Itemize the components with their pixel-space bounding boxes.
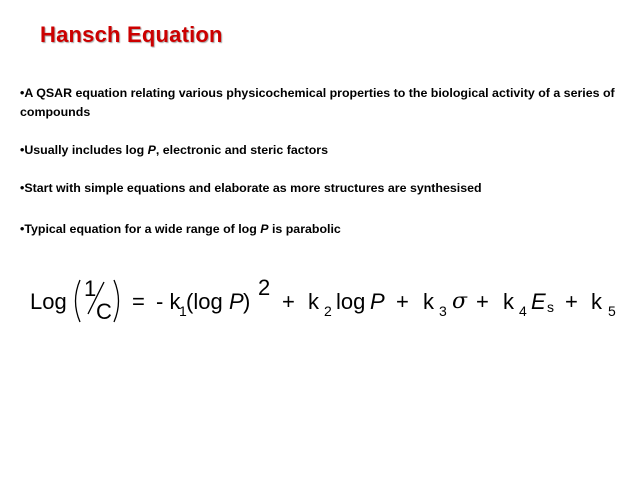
eq-sigma: σ <box>452 289 468 314</box>
eq-log-open: (log <box>186 289 223 314</box>
eq-k2: k <box>308 289 319 314</box>
eq-k3: k <box>423 289 434 314</box>
eq-neg-k1: - k <box>156 289 181 314</box>
slide-title: Hansch Equation <box>40 22 223 47</box>
bullet-text-suffix: is parabolic <box>268 222 341 236</box>
eq-plus: + <box>565 289 578 314</box>
eq-k5-sub: 5 <box>608 303 616 319</box>
bullet-text: •A QSAR equation relating various physicochemical properties to the biological activity of a series of compounds <box>20 86 615 119</box>
eq-k5: k <box>591 289 602 314</box>
eq-right-paren <box>111 278 125 324</box>
eq-equals: = <box>132 289 145 314</box>
bullet-text: •Start with simple equations and elaborate as more structures are synthesised <box>20 181 482 195</box>
bullet-parabolic <box>20 220 632 239</box>
eq-left-paren <box>69 278 83 324</box>
bullet-text: •Typical equation for a wide range of log <box>20 222 261 236</box>
eq-e-italic: E <box>531 289 546 314</box>
eq-exponent: 2 <box>258 275 271 300</box>
eq-plus: + <box>476 289 489 314</box>
eq-k4-sub: 4 <box>519 303 527 319</box>
eq-p-italic: P <box>229 289 244 314</box>
bullet-log-p-factors <box>20 141 632 160</box>
eq-log: Log <box>30 289 67 314</box>
bullet-simple-equations <box>20 179 632 198</box>
eq-k1-sub: 1 <box>179 303 187 319</box>
eq-k2-sub: 2 <box>324 303 332 319</box>
eq-numerator: 1 <box>84 276 97 301</box>
bullet-italic-p: P <box>260 222 269 236</box>
hansch-equation <box>22 272 632 332</box>
bullet-text: •Usually includes log <box>20 143 148 157</box>
eq-p-italic: P <box>370 289 385 314</box>
eq-log-word: log <box>336 289 366 314</box>
eq-denominator: C <box>96 299 112 324</box>
eq-plus: + <box>396 289 409 314</box>
eq-k3-sub: 3 <box>439 303 447 319</box>
eq-close-paren: ) <box>243 289 251 314</box>
eq-s-sub: s <box>547 299 554 315</box>
bullet-text-suffix: , electronic and steric factors <box>155 143 329 157</box>
bullet-qsar-definition <box>20 84 632 122</box>
bullet-italic-p: P <box>147 143 156 157</box>
eq-plus: + <box>282 289 295 314</box>
eq-k4: k <box>503 289 514 314</box>
